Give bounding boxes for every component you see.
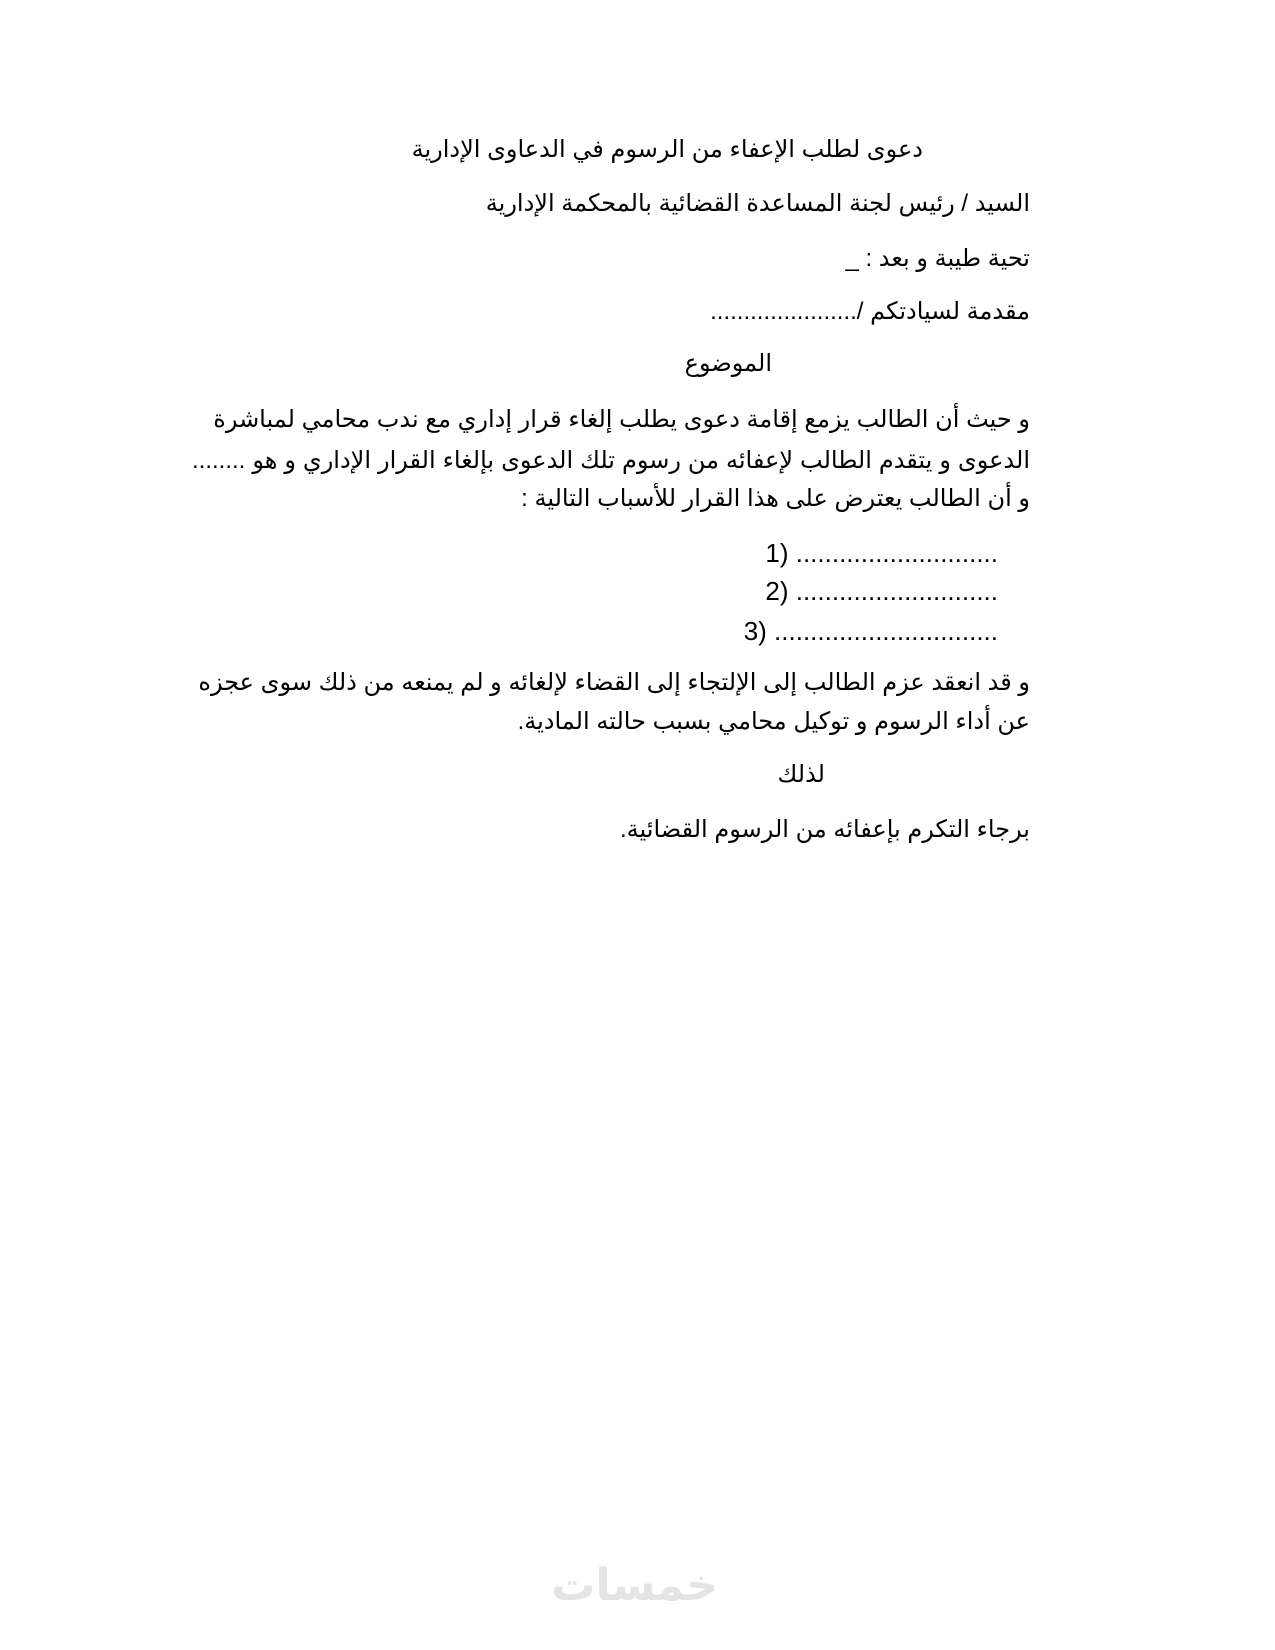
reason-item-2: 2) ............................ bbox=[765, 576, 998, 606]
watermark-logo: خمسات bbox=[551, 1561, 718, 1610]
paragraph2-line2: عن أداء الرسوم و توكيل محامي بسبب حالته المادية. bbox=[517, 708, 1030, 735]
paragraph1-line2: الدعوى و يتقدم الطالب لإعفائه من رسوم تلك الدعوى بإلغاء القرار الإداري و هو ........ bbox=[192, 447, 1030, 474]
reason-item-1: 1) ............................ bbox=[765, 538, 998, 568]
document-title: دعوى لطلب الإعفاء من الرسوم في الدعاوى الإدارية bbox=[411, 136, 923, 163]
paragraph1-line1: و حيث أن الطالب يزمع إقامة دعوى يطلب إلغاء قرار إداري مع ندب محامي لمباشرة bbox=[213, 406, 1030, 433]
paragraph2-line1: و قد انعقد عزم الطالب إلى الإلتجاء إلى القضاء لإلغائه و لم يمنعه من ذلك سوى عجزه bbox=[198, 669, 1030, 696]
addressee-line: السيد / رئيس لجنة المساعدة القضائية بالمحكمة الإدارية bbox=[485, 190, 1030, 217]
paragraph1-line3: و أن الطالب يعترض على هذا القرار للأسباب التالية : bbox=[521, 485, 1030, 512]
greeting-line: تحية طيبة و بعد : _ bbox=[845, 245, 1030, 272]
reason-item-3: 3) ............................... bbox=[743, 616, 998, 646]
therefore-heading: لذلك bbox=[777, 761, 825, 788]
request-line: برجاء التكرم بإعفائه من الرسوم القضائية. bbox=[619, 816, 1030, 843]
submitted-by-line: مقدمة لسيادتكم /...................... bbox=[710, 298, 1030, 325]
subject-heading: الموضوع bbox=[684, 350, 772, 377]
